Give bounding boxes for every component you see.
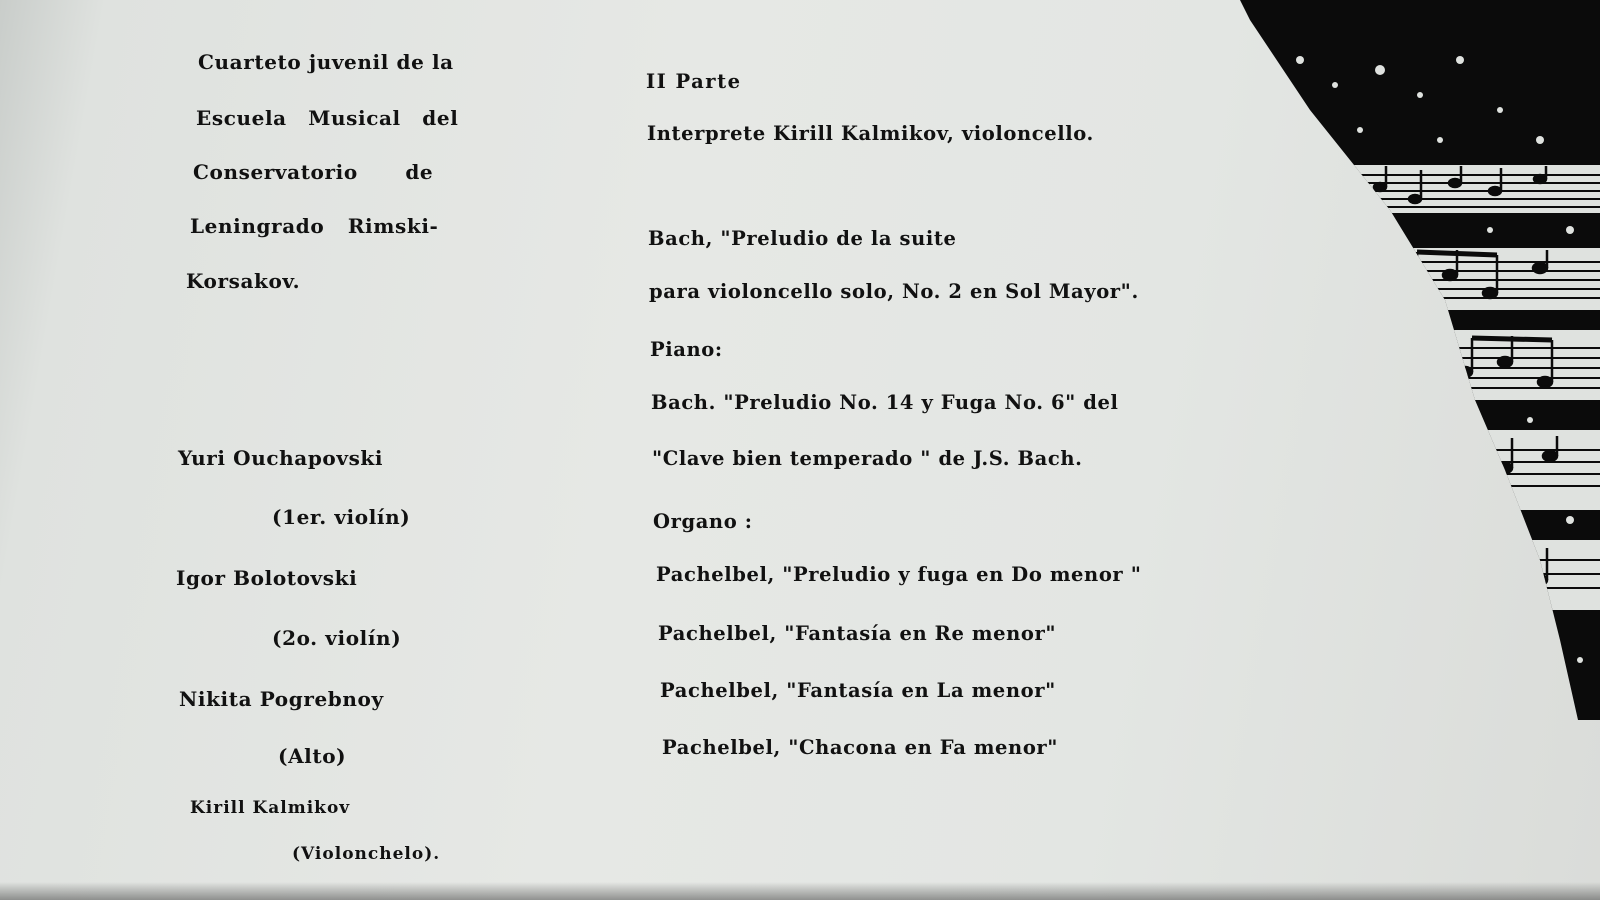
member-role-2: (2o. violín) <box>272 626 402 650</box>
piano-line-1: Bach. "Preludio No. 14 y Fuga No. 6" del <box>651 391 1119 414</box>
member-name-4: Kirill Kalmikov <box>190 798 351 818</box>
member-name-1: Yuri Ouchapovski <box>178 446 384 470</box>
piano-heading: Piano: <box>650 338 723 361</box>
page-edge-shadow <box>0 882 1600 900</box>
member-name-2: Igor Bolotovski <box>176 566 358 590</box>
ensemble-heading-line-1: Cuarteto juvenil de la <box>198 50 454 74</box>
member-role-1: (1er. violín) <box>272 505 411 529</box>
bleed-through-decor <box>138 500 160 554</box>
performer-line: Interprete Kirill Kalmikov, violoncello. <box>647 122 1094 145</box>
organ-item-1: Pachelbel, "Preludio y fuga en Do menor " <box>656 563 1142 586</box>
bach-suite-line-2: para violoncello solo, No. 2 en Sol Mayor". <box>649 280 1139 303</box>
piano-line-2: "Clave bien temperado " de J.S. Bach. <box>652 447 1083 470</box>
member-role-4: (Violonchelo). <box>292 844 441 864</box>
bach-suite-line-1: Bach, "Preludio de la suite <box>648 227 957 250</box>
ensemble-heading-line-5: Korsakov. <box>186 269 301 293</box>
part-title: II Parte <box>646 70 742 93</box>
ensemble-heading-line-2: Escuela Musical del <box>196 106 459 130</box>
ensemble-heading-line-3: Conservatorio de <box>193 160 434 184</box>
music-score-graphic <box>1240 0 1600 720</box>
organ-item-4: Pachelbel, "Chacona en Fa menor" <box>662 736 1059 759</box>
organ-heading: Organo : <box>653 510 753 533</box>
organ-item-2: Pachelbel, "Fantasía en Re menor" <box>658 622 1057 645</box>
ensemble-heading-line-4: Leningrado Rimski- <box>190 214 439 238</box>
organ-item-3: Pachelbel, "Fantasía en La menor" <box>660 679 1056 702</box>
member-name-3: Nikita Pogrebnoy <box>179 687 384 711</box>
member-role-3: (Alto) <box>278 744 347 768</box>
